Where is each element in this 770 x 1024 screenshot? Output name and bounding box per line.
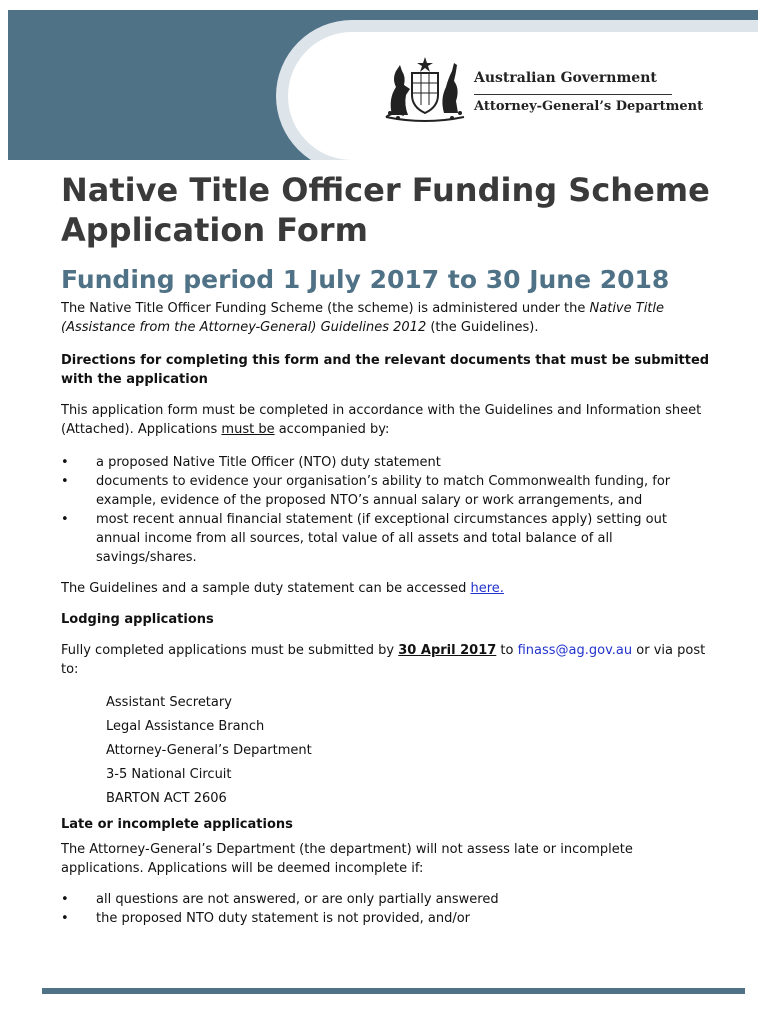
guidelines-title: Native Title (Assistance from the Attorney-General) Guidelines 2012 (61, 301, 665, 335)
directions-heading: Directions for completing this form and the relevant documents that must be submitted with the application (61, 353, 710, 387)
intro-text: The Native Title Officer Funding Scheme (the scheme) is administered under the (61, 301, 590, 316)
access-paragraph (61, 579, 711, 598)
late-heading: Late or incomplete applications (61, 817, 293, 832)
incomplete-list (61, 890, 711, 928)
lodging-text: Fully completed applications must be submitted by (61, 643, 399, 658)
government-logo (382, 55, 704, 125)
bullet-icon: • (61, 512, 69, 527)
list-item-text: all questions are not answered, or are only partially answered (96, 892, 499, 907)
email-link[interactable]: finass@ag.gov.au (517, 643, 633, 658)
logo-divider (474, 94, 672, 95)
list-item (61, 890, 711, 909)
address-line: BARTON ACT 2606 (106, 791, 227, 806)
list-item (61, 453, 711, 472)
bullet-icon: • (61, 455, 69, 470)
footer-bar (42, 988, 745, 994)
list-item (61, 909, 711, 928)
list-item (61, 472, 711, 510)
must-be-emphasis: must be (221, 422, 275, 437)
list-item-text: documents to evidence your organisation’s ability to match Commonwealth funding, for example, evidence of the proposed NTO’s annual salary or work arrangements, and (96, 474, 671, 508)
directions-paragraph (61, 401, 711, 439)
lodging-text-end: or via post to: (61, 643, 706, 677)
intro-text-end: (the Guidelines). (426, 320, 539, 335)
address-line: 3-5 National Circuit (106, 767, 232, 782)
address-line: Legal Assistance Branch (106, 719, 265, 734)
address-line: Attorney-General’s Department (106, 743, 312, 758)
bullet-icon: • (61, 474, 69, 489)
bullet-icon: • (61, 911, 69, 926)
page-title: Native Title Officer Funding Scheme Application Form (61, 171, 710, 249)
lodging-paragraph (61, 641, 711, 679)
funding-period-heading: Funding period 1 July 2017 to 30 June 2018 (61, 265, 670, 294)
requirements-list (61, 453, 711, 567)
deadline-date: 30 April 2017 (398, 643, 497, 658)
list-item-text: a proposed Native Title Officer (NTO) duty statement (96, 455, 441, 470)
intro-paragraph (61, 299, 711, 337)
department-name: Attorney-General’s Department (474, 99, 704, 114)
bullet-icon: • (61, 892, 69, 907)
lodging-heading: Lodging applications (61, 612, 214, 627)
guidelines-link[interactable]: here. (470, 581, 504, 596)
directions-text-end: accompanied by: (274, 422, 390, 437)
postal-address (61, 691, 711, 811)
government-name: Australian Government (474, 70, 657, 86)
list-item (61, 510, 711, 567)
late-paragraph: The Attorney-General’s Department (the department) will not assess late or incomplete applications. Applications will be deemed incomplete if: (61, 842, 633, 876)
lodging-text-mid: to (496, 643, 518, 658)
list-item-text: the proposed NTO duty statement is not provided, and/or (96, 911, 471, 926)
directions-text: This application form must be completed in accordance with the Guidelines and Information sheet (Attached). Applications (61, 403, 702, 437)
access-text: The Guidelines and a sample duty statement can be accessed (61, 581, 471, 596)
address-line: Assistant Secretary (106, 695, 232, 710)
coat-of-arms-icon (382, 55, 468, 123)
list-item-text: most recent annual financial statement (if exceptional circumstances apply) setting out annual income from all sources, total value of all assets and total balance of all savings/shares. (96, 512, 667, 565)
document-body (61, 170, 711, 928)
